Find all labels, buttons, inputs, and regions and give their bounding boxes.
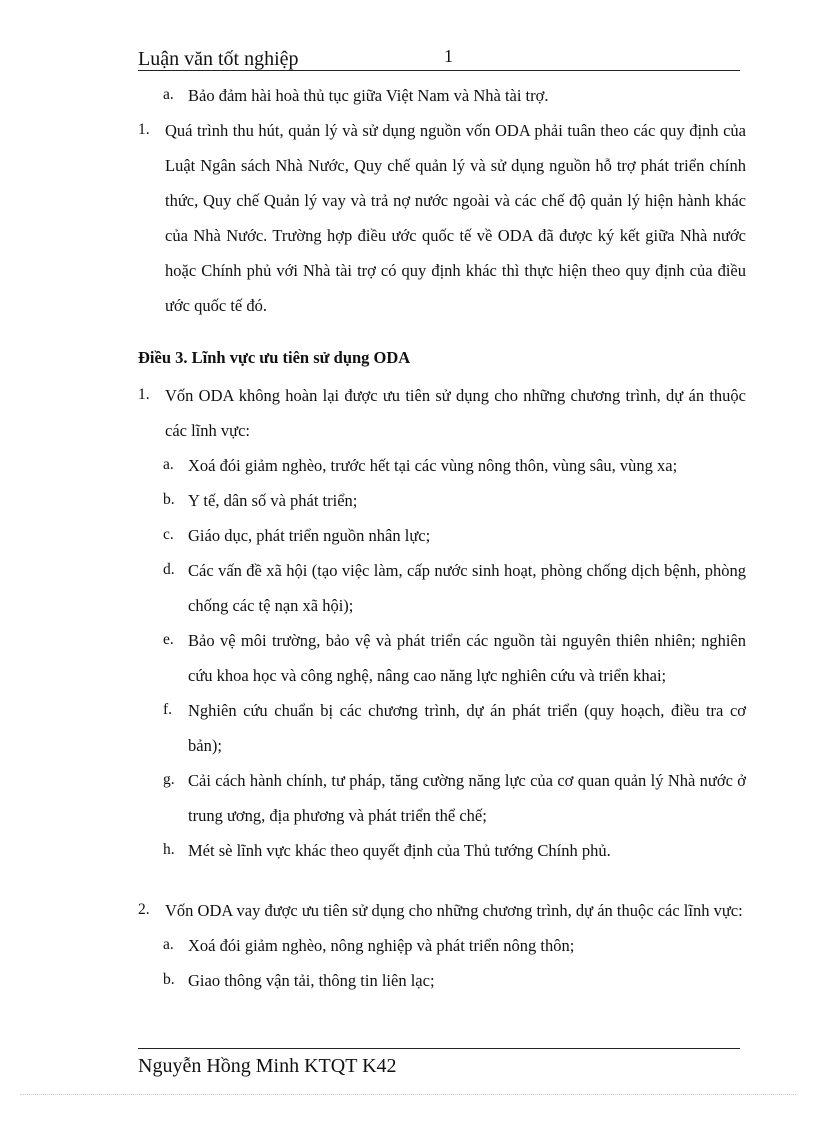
list-marker: a. xyxy=(163,456,174,473)
list-item-text: Giao thông vận tải, thông tin liên lạc; xyxy=(188,971,435,990)
list-item-text: Cải cách hành chính, tư pháp, tăng cường năng lực của cơ quan quản lý Nhà nước ở trung ương, địa phương và phát triển thể chế; xyxy=(188,771,746,825)
numbered-paragraph xyxy=(138,378,746,448)
list-item xyxy=(138,78,746,113)
numbered-paragraph xyxy=(138,113,746,323)
list-item xyxy=(138,833,746,868)
numbered-paragraph xyxy=(138,893,746,928)
list-marker: a. xyxy=(163,86,174,103)
list-marker: g. xyxy=(163,771,175,788)
list-item xyxy=(138,693,746,763)
page-header xyxy=(138,46,740,71)
list-item-text: Giáo dục, phát triển nguồn nhân lực; xyxy=(188,526,431,545)
list-marker: d. xyxy=(163,561,175,578)
list-item-text: Các vấn đề xã hội (tạo việc làm, cấp nước sinh hoạt, phòng chống dịch bệnh, phòng chống các tệ nạn xã hội); xyxy=(188,561,746,615)
list-item xyxy=(138,928,746,963)
page-edge-divider xyxy=(20,1094,796,1095)
list-marker: 1. xyxy=(138,386,150,403)
list-marker: 2. xyxy=(138,901,150,918)
paragraph-text: Vốn ODA không hoàn lại được ưu tiên sử dụng cho những chương trình, dự án thuộc các lĩnh vực: xyxy=(165,386,746,440)
list-item-text: Xoá đói giảm nghèo, nông nghiệp và phát triển nông thôn; xyxy=(188,936,575,955)
section-1 xyxy=(138,378,746,868)
paragraph-text: Quá trình thu hút, quản lý và sử dụng nguồn vốn ODA phải tuân theo các quy định của Luật Ngân sách Nhà Nước, Quy chế quản lý và sử dụng nguồn hỗ trợ phát triển chính thức, Quy chế Quản lý vay và trả nợ nước ngoài và các chế độ quản lý hiện hành khác của Nhà Nước. Trường hợp điều ước quốc tế về ODA đã được ký kết giữa Nhà nước hoặc Chính phủ với Nhà tài trợ có quy định khác thì thực hiện theo quy định của điều ước quốc tế đó. xyxy=(165,121,746,315)
list-marker: c. xyxy=(163,526,174,543)
footer-author: Nguyễn Hồng Minh KTQT K42 xyxy=(138,1055,397,1077)
page-number: 1 xyxy=(444,46,453,66)
header-title: Luận văn tốt nghiệp xyxy=(138,48,299,70)
list-marker: h. xyxy=(163,841,175,858)
list-item-text: Nghiên cứu chuẩn bị các chương trình, dự án phát triển (quy hoạch, điều tra cơ bản); xyxy=(188,701,746,755)
list-item xyxy=(138,483,746,518)
list-marker: f. xyxy=(163,701,173,718)
list-item xyxy=(138,623,746,693)
paragraph-text: Vốn ODA vay được ưu tiên sử dụng cho những chương trình, dự án thuộc các lĩnh vực: xyxy=(165,901,743,920)
list-item xyxy=(138,448,746,483)
list-item xyxy=(138,963,746,998)
list-item-text: Bảo vệ môi trường, bảo vệ và phát triển các nguồn tài nguyên thiên nhiên; nghiên cứu khoa học và công nghệ, nâng cao năng lực nghiên cứu và triển khai; xyxy=(188,631,746,685)
list-item xyxy=(138,553,746,623)
list-item-text: Mét sè lĩnh vực khác theo quyết định của Thủ tướng Chính phủ. xyxy=(188,841,611,860)
list-item-text: Xoá đói giảm nghèo, trước hết tại các vùng nông thôn, vùng sâu, vùng xa; xyxy=(188,456,678,475)
footer-divider xyxy=(138,1048,740,1049)
list-marker: b. xyxy=(163,491,175,508)
article-heading: Điều 3. Lĩnh vực ưu tiên sử dụng ODA xyxy=(138,348,411,367)
list-item-text: Y tế, dân số và phát triển; xyxy=(188,491,358,510)
list-item-text: Bảo đảm hài hoà thủ tục giữa Việt Nam và Nhà tài trợ. xyxy=(188,86,549,105)
list-marker: e. xyxy=(163,631,174,648)
section-2 xyxy=(138,893,746,998)
list-item xyxy=(138,518,746,553)
list-marker: b. xyxy=(163,971,175,988)
list-item xyxy=(138,763,746,833)
list-marker: a. xyxy=(163,936,174,953)
list-marker: 1. xyxy=(138,121,150,138)
